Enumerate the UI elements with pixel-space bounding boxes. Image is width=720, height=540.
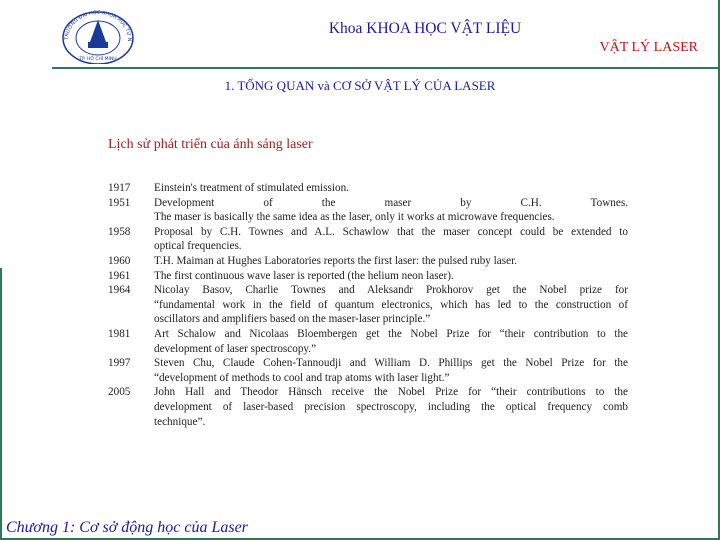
timeline-year: 1961 <box>108 269 131 282</box>
timeline-year: 1964 <box>108 284 131 297</box>
course-title: VẬT LÝ LASER <box>599 40 698 55</box>
timeline-year: 1981 <box>108 327 131 340</box>
timeline-line: “development of methods to cool and trap atoms with laser light.” <box>154 371 450 384</box>
section-title: 1. TỔNG QUAN và CƠ SỞ VẬT LÝ CỦA LASER <box>224 78 496 93</box>
timeline-line: Nicolay Basov, Charlie Townes and Aleksandr Prokhorov get the Nobel prize for <box>154 284 628 297</box>
timeline-line: development of laser spectroscopy.” <box>154 342 317 355</box>
timeline-year: 1917 <box>108 182 131 194</box>
timeline-line: The maser is basically the same idea as the laser, only it works at microwave frequencies. <box>154 211 555 224</box>
timeline-line: oscillators and amplifiers based on the maser-laser principle.” <box>154 313 431 326</box>
timeline-line: Development of the maser by C.H. Townes. <box>154 196 628 209</box>
svg-text:TRƯỜNG ĐẠI HỌC KHOA HỌC TỰ NHI: TRƯỜNG ĐẠI HỌC KHOA HỌC TỰ N <box>63 9 133 42</box>
timeline-line: “fundamental work in the field of quantum electronics, which has led to the construction of <box>154 298 628 311</box>
svg-text:TP. HỒ CHÍ MINH: TP. HỒ CHÍ MINH <box>79 57 117 62</box>
timeline-line: development of laser-based precision spectroscopy, including the optical frequency comb <box>154 400 628 413</box>
timeline-year: 1951 <box>108 196 131 209</box>
timeline-line: technique”. <box>154 415 206 428</box>
timeline-year: 1997 <box>108 357 131 370</box>
slide-frame-left <box>0 268 2 540</box>
timeline-year: 1958 <box>108 225 131 238</box>
timeline-year: 1960 <box>108 254 131 267</box>
faculty-title: Khoa KHOA HỌC VẬT LIỆU <box>328 20 522 37</box>
timeline-line: John Hall and Theodor Hänsch receive the Nobel Prize for “their contributions to the <box>154 386 628 399</box>
timeline-line: The first continuous wave laser is reported (the helium neon laser). <box>154 269 454 282</box>
timeline-line: Einstein's treatment of stimulated emission. <box>154 182 349 194</box>
timeline-year: 2005 <box>108 386 131 399</box>
timeline-line: Art Schalow and Nicolaas Bloembergen get the Nobel Prize for “their contribution to the <box>154 327 628 340</box>
timeline-line: optical frequencies. <box>154 240 242 253</box>
timeline-line: Proposal by C.H. Townes and A.L. Schawlow that the maser concept could be extended to <box>154 225 628 238</box>
slide-subtitle: Lịch sử phát triển của ánh sáng laser <box>108 137 313 152</box>
footer-chapter: Chương 1: Cơ sở động học của Laser <box>6 519 248 536</box>
timeline-line: T.H. Maiman at Hughes Laboratories reports the first laser: the pulsed ruby laser. <box>154 254 517 267</box>
timeline-line: Steven Chu, Claude Cohen-Tannoudji and William D. Phillips get the Nobel Prize for the <box>154 357 628 370</box>
